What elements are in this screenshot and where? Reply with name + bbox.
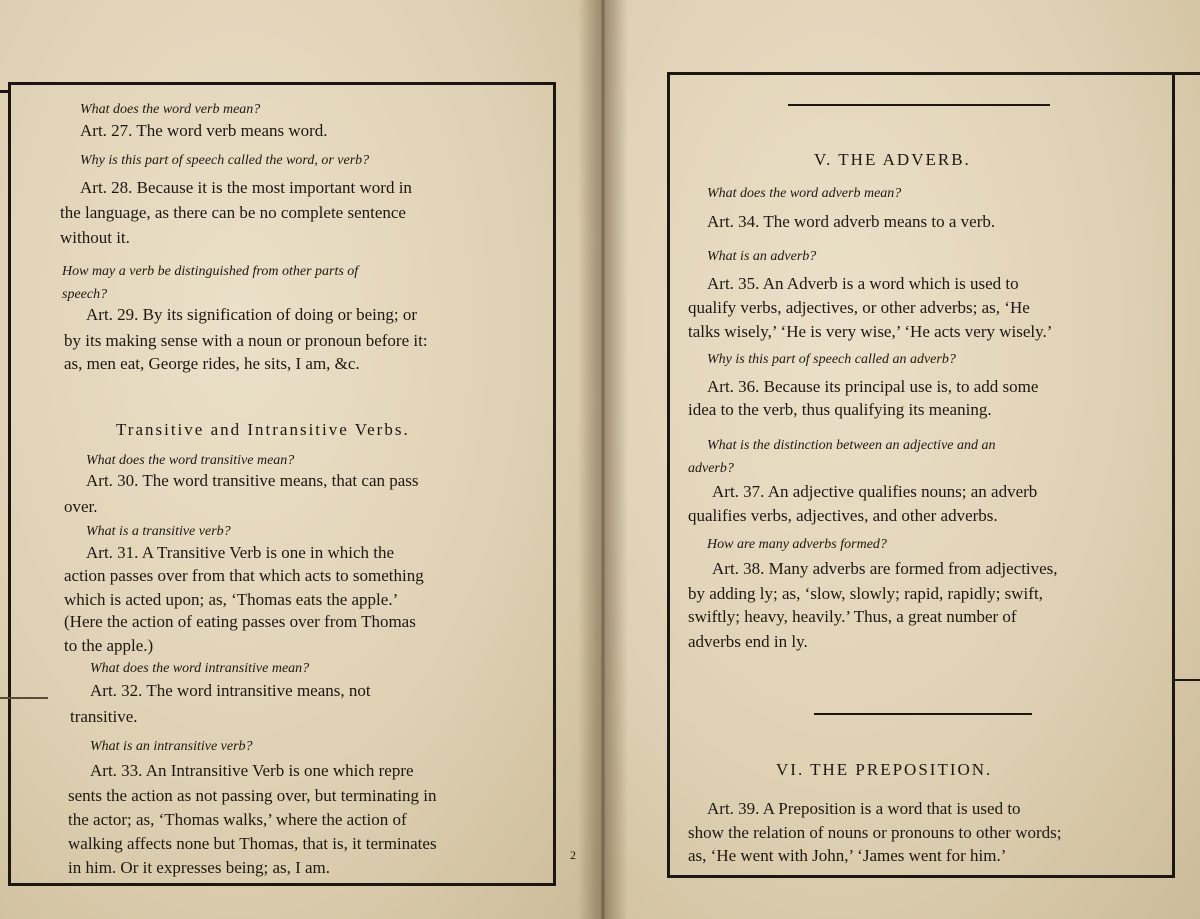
frame-rule-extension	[0, 90, 10, 93]
article-text: Art. 36. Because its principal use is, to add some	[707, 377, 1039, 396]
article-text: action passes over from that which acts to something	[64, 566, 424, 585]
question-text: What does the word adverb mean?	[707, 186, 902, 201]
article-text: talks wisely,’ ‘He is very wise,’ ‘He acts very wisely.’	[688, 322, 1053, 341]
article-text: Art. 30. The word transitive means, that can pass	[86, 471, 419, 490]
article-text: swiftly; heavy, heavily.’ Thus, a great number of	[688, 607, 1017, 626]
article-text: the actor; as, ‘Thomas walks,’ where the action of	[68, 810, 407, 829]
article-text: by adding ly; as, ‘slow, slowly; rapid, rapidly; swift,	[688, 584, 1043, 603]
page-mark: 2	[570, 848, 576, 862]
article-text: to the apple.)	[64, 636, 154, 655]
article-text: Art. 35. An Adverb is a word which is used to	[707, 274, 1019, 293]
article-text: Art. 31. A Transitive Verb is one in which the	[86, 543, 395, 562]
article-text: Art. 34. The word adverb means to a verb.	[707, 212, 996, 231]
question-text: Why is this part of speech called the word, or verb?	[80, 153, 370, 168]
article-text: qualify verbs, adjectives, or other adverbs; as, ‘He	[688, 298, 1030, 317]
frame-rule-extension	[0, 697, 48, 699]
article-text: transitive.	[70, 707, 138, 726]
article-text: in him. Or it expresses being; as, I am.	[68, 858, 331, 877]
question-text: What is an intransitive verb?	[90, 739, 253, 754]
section-heading: Transitive and Intransitive Verbs.	[116, 420, 410, 439]
article-text: Art. 29. By its signification of doing or being; or	[86, 305, 417, 324]
article-text: without it.	[60, 228, 130, 247]
frame-rule-extension	[1172, 679, 1200, 681]
question-text: What does the word transitive mean?	[86, 453, 295, 468]
article-text: which is acted upon; as, ‘Thomas eats the apple.’	[64, 590, 399, 609]
question-text: speech?	[62, 287, 108, 302]
article-text: Art. 37. An adjective qualifies nouns; an adverb	[712, 482, 1038, 501]
section-heading: VI. THE PREPOSITION.	[776, 760, 993, 779]
question-text: What is a transitive verb?	[86, 524, 231, 539]
article-text: adverbs end in ly.	[688, 632, 808, 651]
article-text: (Here the action of eating passes over from Thomas	[64, 612, 416, 631]
section-heading: V. THE ADVERB.	[814, 150, 971, 169]
question-text: Why is this part of speech called an adverb?	[707, 352, 956, 367]
article-text: over.	[64, 497, 98, 516]
article-text: show the relation of nouns or pronouns to other words;	[688, 823, 1062, 842]
question-text: How are many adverbs formed?	[707, 537, 887, 552]
article-text: by its making sense with a noun or pronoun before it:	[64, 331, 428, 350]
article-text: the language, as there can be no complete sentence	[60, 203, 406, 222]
article-text: sents the action as not passing over, but terminating in	[68, 786, 437, 805]
question-text: adverb?	[688, 461, 734, 476]
article-text: as, ‘He went with John,’ ‘James went for him.’	[688, 846, 1007, 865]
article-text: Art. 27. The word verb means word.	[80, 121, 328, 140]
article-text: Art. 33. An Intransitive Verb is one which repre	[90, 761, 414, 780]
article-text: Art. 38. Many adverbs are formed from adjectives,	[712, 559, 1058, 578]
article-text: Art. 28. Because it is the most important word in	[80, 178, 412, 197]
question-text: What is the distinction between an adjective and an	[707, 438, 996, 453]
question-text: What does the word verb mean?	[80, 102, 261, 117]
article-text: Art. 39. A Preposition is a word that is used to	[707, 799, 1021, 818]
book-gutter	[578, 0, 628, 919]
question-text: What does the word intransitive mean?	[90, 661, 310, 676]
section-rule	[814, 713, 1032, 715]
article-text: as, men eat, George rides, he sits, I am, &c.	[64, 354, 360, 373]
frame-rule-extension	[1172, 72, 1200, 75]
section-rule	[788, 104, 1050, 106]
article-text: Art. 32. The word intransitive means, not	[90, 681, 371, 700]
article-text: idea to the verb, thus qualifying its meaning.	[688, 400, 992, 419]
question-text: What is an adverb?	[707, 249, 817, 264]
article-text: walking affects none but Thomas, that is, it terminates	[68, 834, 437, 853]
article-text: qualifies verbs, adjectives, and other adverbs.	[688, 506, 998, 525]
question-text: How may a verb be distinguished from other parts of	[62, 264, 359, 279]
